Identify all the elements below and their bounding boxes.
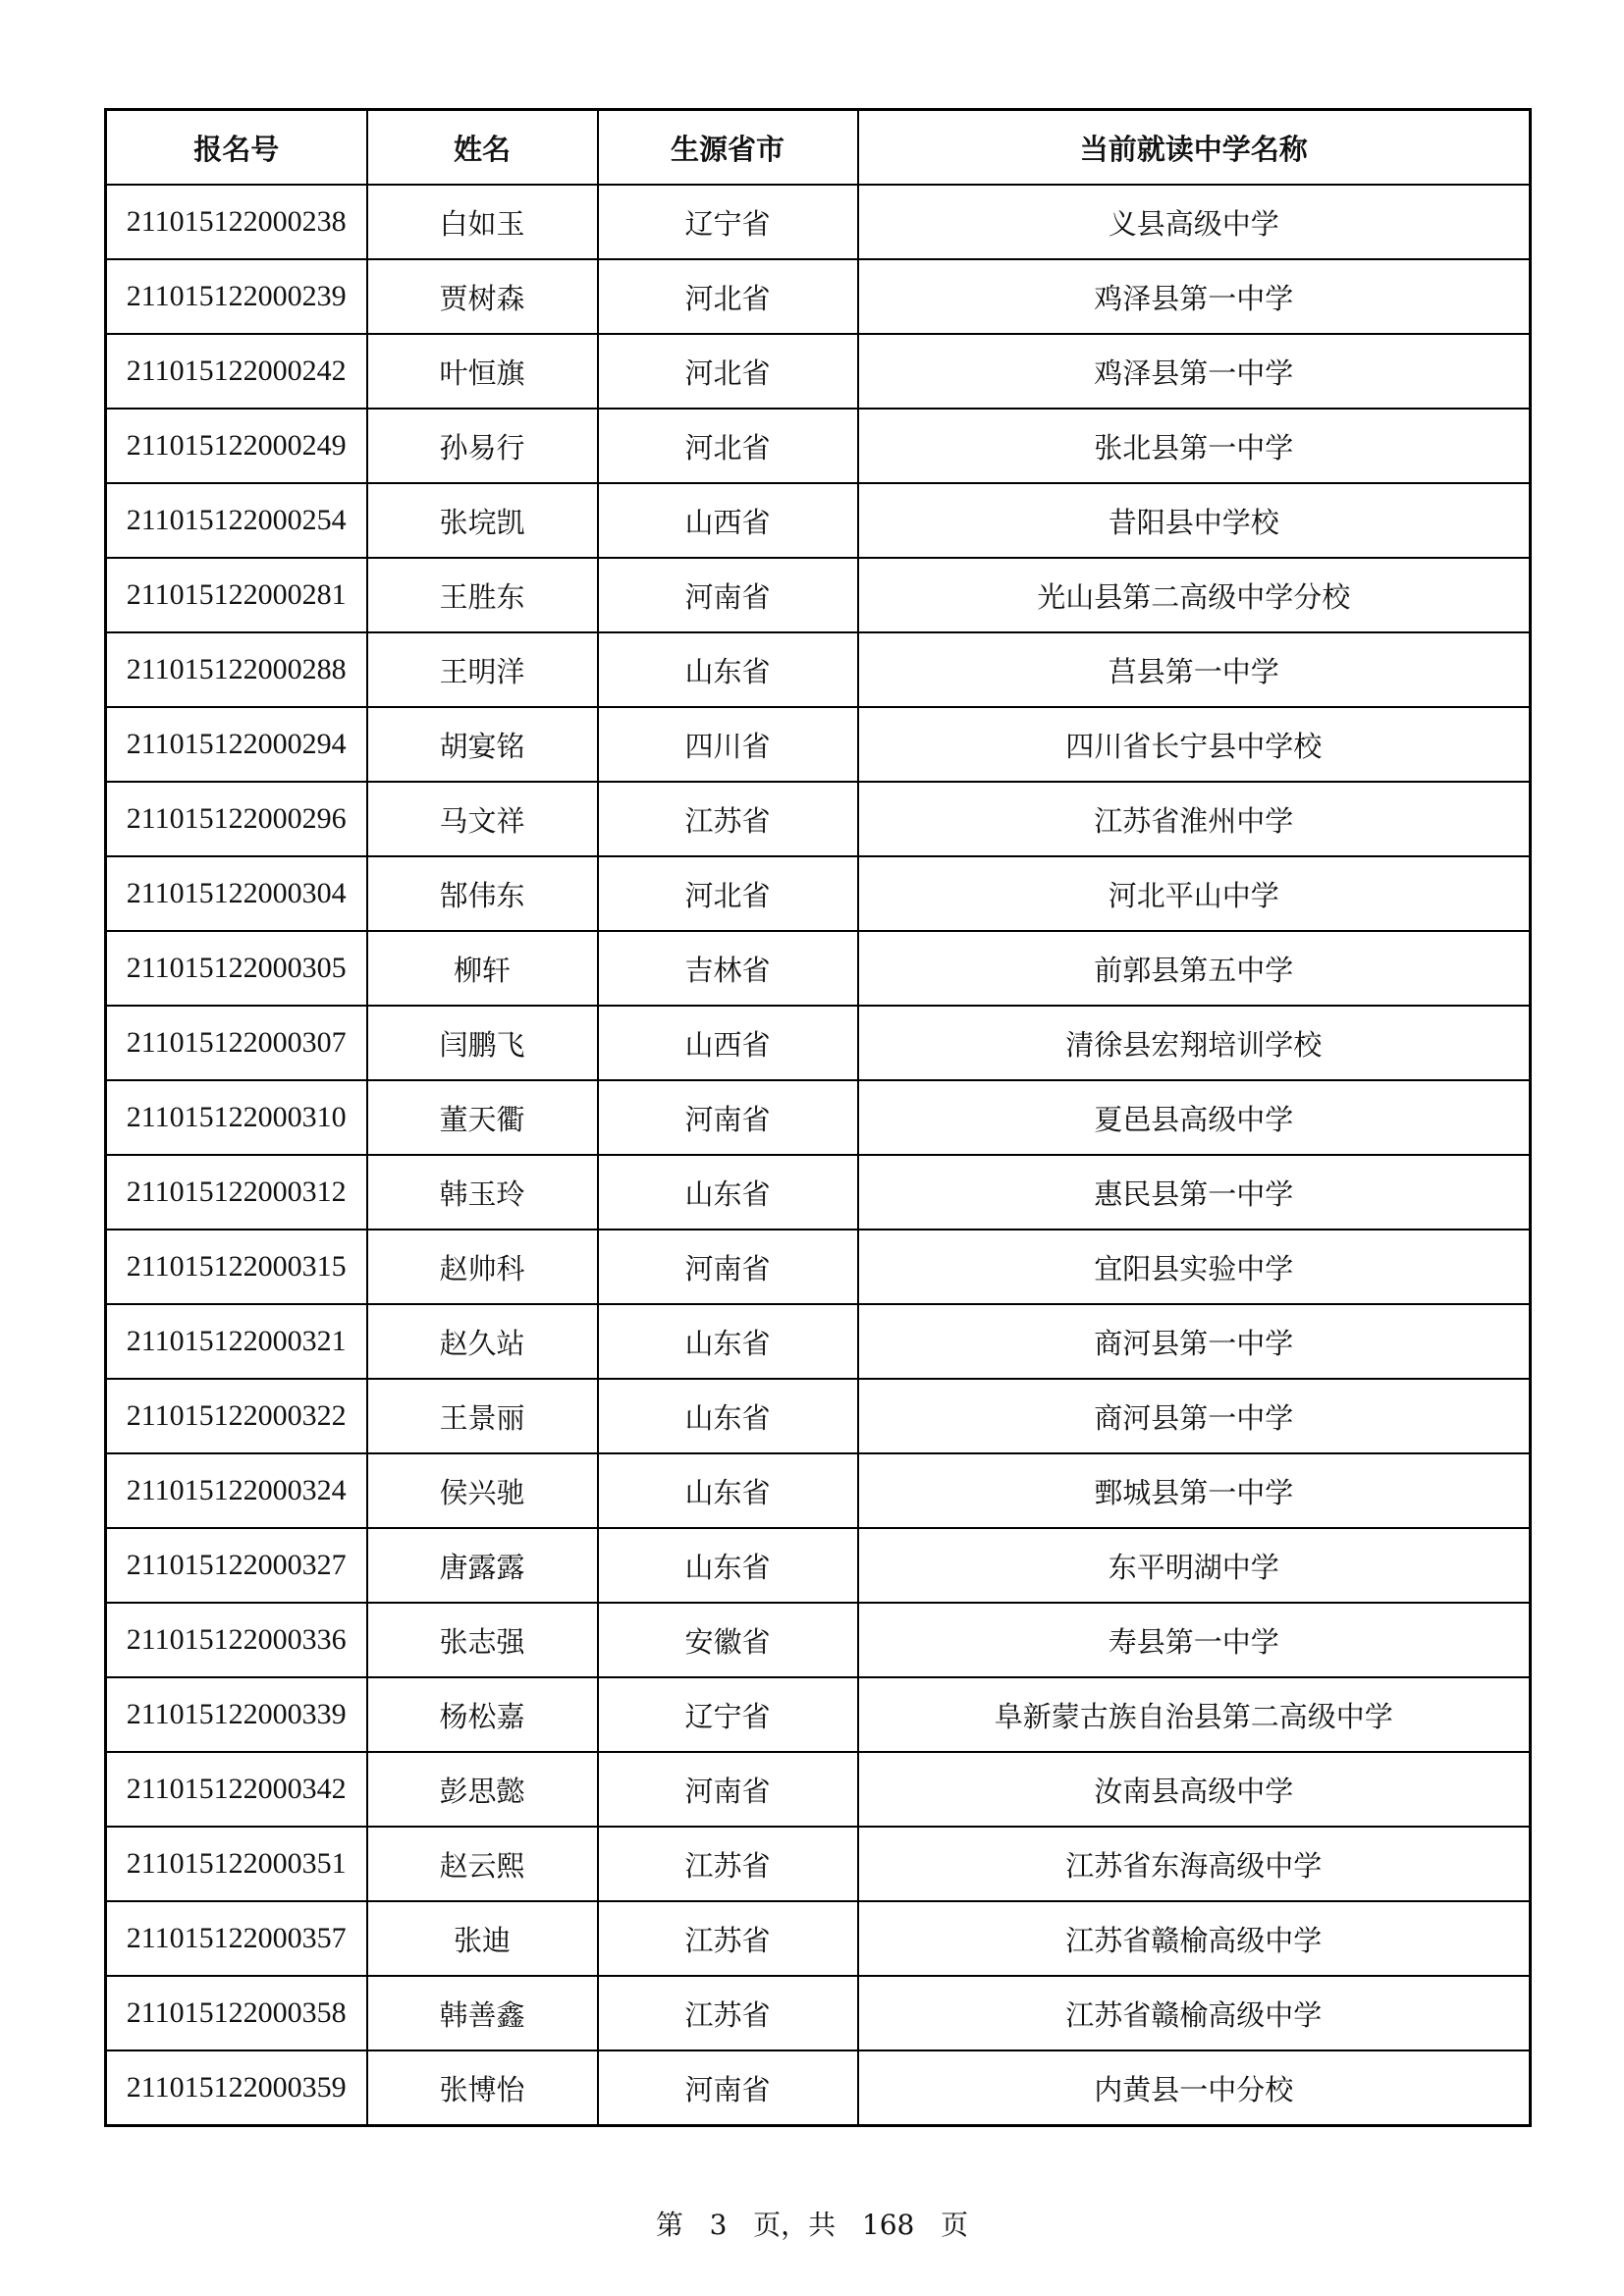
province-cell: 安徽省 bbox=[598, 1603, 858, 1677]
province-cell: 河南省 bbox=[598, 1230, 858, 1304]
province-cell: 江苏省 bbox=[598, 1827, 858, 1901]
school-name-cell: 江苏省赣榆高级中学 bbox=[858, 1901, 1531, 1976]
table-row bbox=[106, 1155, 1531, 1230]
province-cell: 河南省 bbox=[598, 1080, 858, 1155]
registration-number-cell: 211015122000357 bbox=[106, 1901, 367, 1976]
school-name-cell: 清徐县宏翔培训学校 bbox=[858, 1006, 1531, 1080]
province-cell: 山西省 bbox=[598, 1006, 858, 1080]
table-row bbox=[106, 707, 1531, 782]
student-name-cell: 贾树森 bbox=[367, 259, 598, 334]
student-name-cell: 侯兴驰 bbox=[367, 1453, 598, 1528]
registration-number-cell: 211015122000310 bbox=[106, 1080, 367, 1155]
school-name-cell: 河北平山中学 bbox=[858, 856, 1531, 931]
registration-number-cell: 211015122000315 bbox=[106, 1230, 367, 1304]
province-cell: 山东省 bbox=[598, 1304, 858, 1379]
table-row bbox=[106, 1006, 1531, 1080]
province-cell: 河北省 bbox=[598, 409, 858, 483]
registration-number-cell: 211015122000312 bbox=[106, 1155, 367, 1230]
school-name-cell: 昔阳县中学校 bbox=[858, 483, 1531, 558]
school-name-cell: 商河县第一中学 bbox=[858, 1379, 1531, 1453]
province-cell: 吉林省 bbox=[598, 931, 858, 1006]
table-row bbox=[106, 856, 1531, 931]
registration-number-cell: 211015122000288 bbox=[106, 632, 367, 707]
student-name-cell: 王胜东 bbox=[367, 558, 598, 632]
table-row bbox=[106, 483, 1531, 558]
school-name-cell: 鸡泽县第一中学 bbox=[858, 259, 1531, 334]
table-row bbox=[106, 931, 1531, 1006]
registration-number-cell: 211015122000336 bbox=[106, 1603, 367, 1677]
province-cell: 山东省 bbox=[598, 1155, 858, 1230]
student-name-cell: 张志强 bbox=[367, 1603, 598, 1677]
student-name-cell: 赵久站 bbox=[367, 1304, 598, 1379]
registration-number-cell: 211015122000339 bbox=[106, 1677, 367, 1752]
table-row bbox=[106, 334, 1531, 409]
school-name-cell: 光山县第二高级中学分校 bbox=[858, 558, 1531, 632]
school-name-cell: 江苏省赣榆高级中学 bbox=[858, 1976, 1531, 2050]
table-row bbox=[106, 1677, 1531, 1752]
table-row bbox=[106, 782, 1531, 856]
student-name-cell: 赵云熙 bbox=[367, 1827, 598, 1901]
student-name-cell: 胡宴铭 bbox=[367, 707, 598, 782]
registration-number-cell: 211015122000305 bbox=[106, 931, 367, 1006]
table-row bbox=[106, 1230, 1531, 1304]
table-body bbox=[106, 185, 1531, 2126]
province-cell: 河北省 bbox=[598, 259, 858, 334]
table-row bbox=[106, 1901, 1531, 1976]
student-name-cell: 马文祥 bbox=[367, 782, 598, 856]
province-cell: 山东省 bbox=[598, 1379, 858, 1453]
school-name-cell: 寿县第一中学 bbox=[858, 1603, 1531, 1677]
footer-suffix: 页 bbox=[941, 2209, 969, 2241]
student-name-cell: 叶恒旗 bbox=[367, 334, 598, 409]
registration-number-cell: 211015122000324 bbox=[106, 1453, 367, 1528]
school-name-cell: 汝南县高级中学 bbox=[858, 1752, 1531, 1827]
roster-table bbox=[104, 108, 1532, 2127]
table-row bbox=[106, 1752, 1531, 1827]
registration-number-cell: 211015122000307 bbox=[106, 1006, 367, 1080]
table-row bbox=[106, 185, 1531, 259]
province-cell: 山东省 bbox=[598, 1453, 858, 1528]
table-row bbox=[106, 2050, 1531, 2126]
registration-number-cell: 211015122000242 bbox=[106, 334, 367, 409]
school-name-cell: 宜阳县实验中学 bbox=[858, 1230, 1531, 1304]
province-cell: 山东省 bbox=[598, 1528, 858, 1603]
province-cell: 江苏省 bbox=[598, 1976, 858, 2050]
table-row bbox=[106, 1379, 1531, 1453]
registration-number-cell: 211015122000296 bbox=[106, 782, 367, 856]
table-row bbox=[106, 632, 1531, 707]
registration-number-cell: 211015122000254 bbox=[106, 483, 367, 558]
registration-number-cell: 211015122000327 bbox=[106, 1528, 367, 1603]
header-registration-number: 报名号 bbox=[106, 110, 367, 186]
student-name-cell: 彭思懿 bbox=[367, 1752, 598, 1827]
school-name-cell: 鄄城县第一中学 bbox=[858, 1453, 1531, 1528]
student-name-cell: 张迪 bbox=[367, 1901, 598, 1976]
school-name-cell: 四川省长宁县中学校 bbox=[858, 707, 1531, 782]
registration-number-cell: 211015122000294 bbox=[106, 707, 367, 782]
student-name-cell: 韩玉玲 bbox=[367, 1155, 598, 1230]
registration-number-cell: 211015122000322 bbox=[106, 1379, 367, 1453]
province-cell: 河南省 bbox=[598, 558, 858, 632]
student-name-cell: 张垸凯 bbox=[367, 483, 598, 558]
registration-number-cell: 211015122000239 bbox=[106, 259, 367, 334]
province-cell: 辽宁省 bbox=[598, 1677, 858, 1752]
footer-total-pages: 168 bbox=[861, 2209, 915, 2241]
province-cell: 江苏省 bbox=[598, 782, 858, 856]
table-row bbox=[106, 558, 1531, 632]
registration-number-cell: 211015122000304 bbox=[106, 856, 367, 931]
student-name-cell: 郜伟东 bbox=[367, 856, 598, 931]
table-row bbox=[106, 1528, 1531, 1603]
province-cell: 四川省 bbox=[598, 707, 858, 782]
school-name-cell: 内黄县一中分校 bbox=[858, 2050, 1531, 2126]
province-cell: 河南省 bbox=[598, 2050, 858, 2126]
province-cell: 河北省 bbox=[598, 856, 858, 931]
student-name-cell: 闫鹏飞 bbox=[367, 1006, 598, 1080]
registration-number-cell: 211015122000359 bbox=[106, 2050, 367, 2126]
province-cell: 江苏省 bbox=[598, 1901, 858, 1976]
table-row bbox=[106, 1976, 1531, 2050]
school-name-cell: 莒县第一中学 bbox=[858, 632, 1531, 707]
school-name-cell: 夏邑县高级中学 bbox=[858, 1080, 1531, 1155]
header-school: 当前就读中学名称 bbox=[858, 110, 1531, 186]
footer-prefix: 第 bbox=[655, 2209, 683, 2241]
student-name-cell: 王明洋 bbox=[367, 632, 598, 707]
table-row bbox=[106, 1453, 1531, 1528]
table-row bbox=[106, 1827, 1531, 1901]
school-name-cell: 义县高级中学 bbox=[858, 185, 1531, 259]
student-name-cell: 韩善鑫 bbox=[367, 1976, 598, 2050]
footer-current-page: 3 bbox=[709, 2209, 728, 2241]
school-name-cell: 商河县第一中学 bbox=[858, 1304, 1531, 1379]
student-name-cell: 唐露露 bbox=[367, 1528, 598, 1603]
student-name-cell: 杨松嘉 bbox=[367, 1677, 598, 1752]
footer-middle: 页，共 bbox=[753, 2209, 837, 2241]
school-name-cell: 鸡泽县第一中学 bbox=[858, 334, 1531, 409]
school-name-cell: 惠民县第一中学 bbox=[858, 1155, 1531, 1230]
table-row bbox=[106, 1603, 1531, 1677]
province-cell: 河南省 bbox=[598, 1752, 858, 1827]
student-name-cell: 孙易行 bbox=[367, 409, 598, 483]
registration-number-cell: 211015122000238 bbox=[106, 185, 367, 259]
school-name-cell: 东平明湖中学 bbox=[858, 1528, 1531, 1603]
table-header-row bbox=[106, 110, 1531, 186]
table-row bbox=[106, 1304, 1531, 1379]
table-row bbox=[106, 259, 1531, 334]
school-name-cell: 江苏省东海高级中学 bbox=[858, 1827, 1531, 1901]
registration-number-cell: 211015122000342 bbox=[106, 1752, 367, 1827]
table-row bbox=[106, 409, 1531, 483]
province-cell: 辽宁省 bbox=[598, 185, 858, 259]
student-name-cell: 张博怡 bbox=[367, 2050, 598, 2126]
school-name-cell: 阜新蒙古族自治县第二高级中学 bbox=[858, 1677, 1531, 1752]
header-name: 姓名 bbox=[367, 110, 598, 186]
registration-number-cell: 211015122000249 bbox=[106, 409, 367, 483]
registration-number-cell: 211015122000351 bbox=[106, 1827, 367, 1901]
student-name-cell: 柳轩 bbox=[367, 931, 598, 1006]
student-name-cell: 董天衢 bbox=[367, 1080, 598, 1155]
registration-number-cell: 211015122000321 bbox=[106, 1304, 367, 1379]
student-name-cell: 王景丽 bbox=[367, 1379, 598, 1453]
registration-number-cell: 211015122000358 bbox=[106, 1976, 367, 2050]
registration-number-cell: 211015122000281 bbox=[106, 558, 367, 632]
school-name-cell: 江苏省淮州中学 bbox=[858, 782, 1531, 856]
school-name-cell: 张北县第一中学 bbox=[858, 409, 1531, 483]
province-cell: 山东省 bbox=[598, 632, 858, 707]
header-province: 生源省市 bbox=[598, 110, 858, 186]
province-cell: 山西省 bbox=[598, 483, 858, 558]
school-name-cell: 前郭县第五中学 bbox=[858, 931, 1531, 1006]
student-name-cell: 赵帅科 bbox=[367, 1230, 598, 1304]
student-name-cell: 白如玉 bbox=[367, 185, 598, 259]
table-row bbox=[106, 1080, 1531, 1155]
page-footer bbox=[0, 2204, 1624, 2243]
province-cell: 河北省 bbox=[598, 334, 858, 409]
